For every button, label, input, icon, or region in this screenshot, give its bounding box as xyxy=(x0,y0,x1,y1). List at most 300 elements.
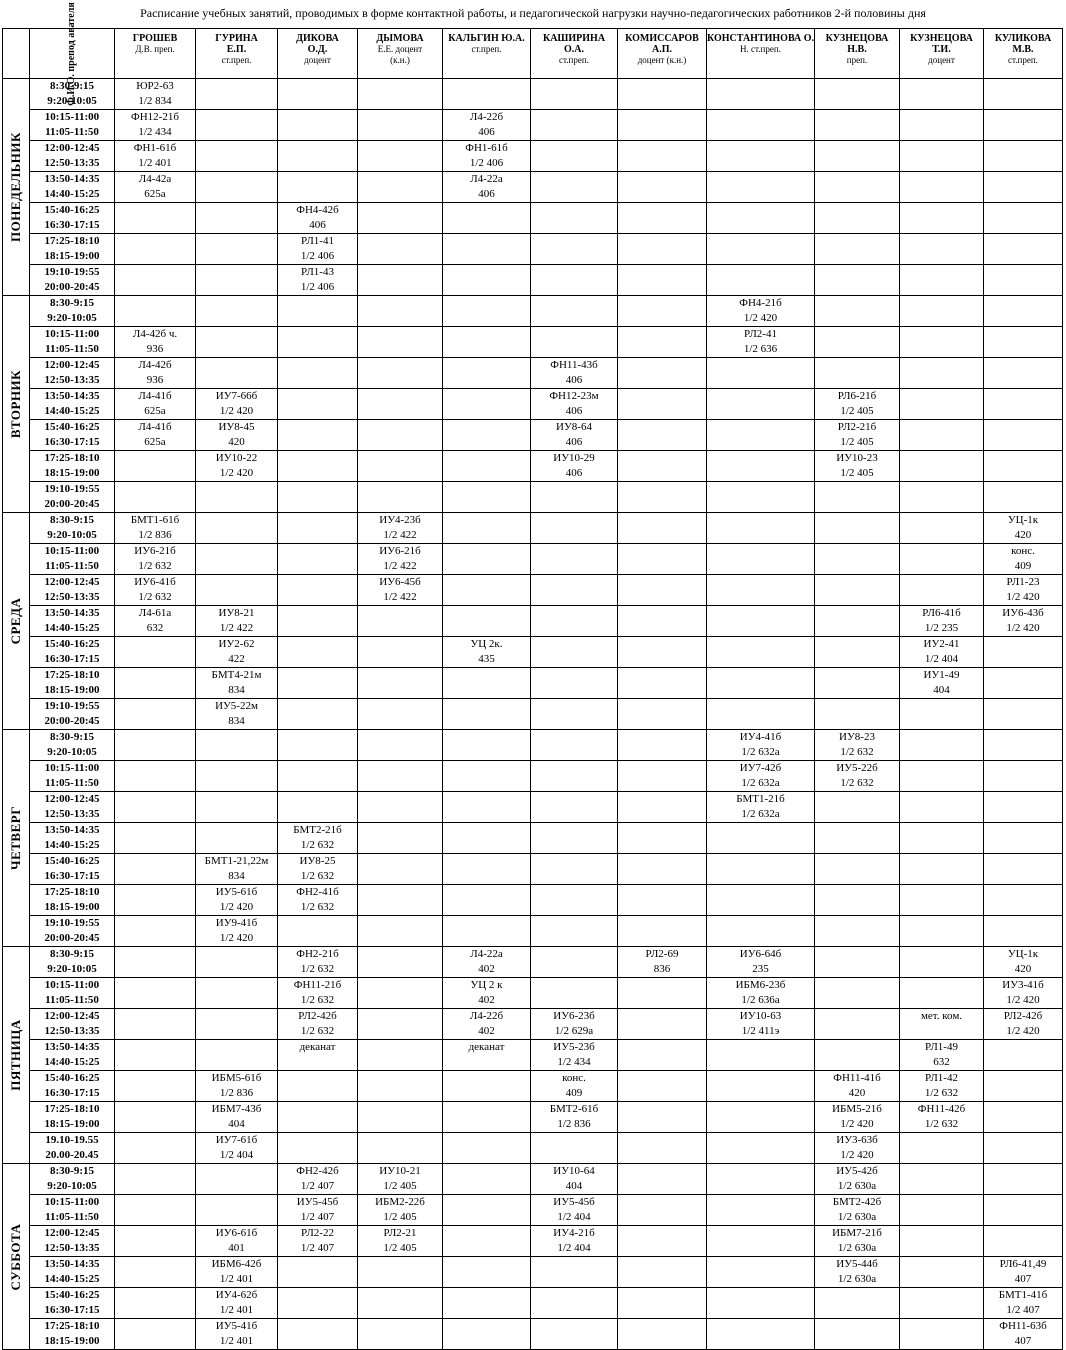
time-line: 17:25-18:10 xyxy=(44,1320,100,1332)
schedule-cell xyxy=(815,265,900,296)
schedule-cell xyxy=(815,668,900,699)
schedule-cell xyxy=(115,1009,196,1040)
schedule-cell xyxy=(196,978,278,1009)
schedule-cell xyxy=(358,1257,443,1288)
schedule-cell xyxy=(531,1226,618,1257)
table-row xyxy=(3,978,1063,1009)
cell-line: ИУ6-23б xyxy=(553,1010,595,1022)
schedule-cell xyxy=(618,327,707,358)
cell-line: 1/2 404 xyxy=(924,653,959,665)
schedule-cell xyxy=(196,451,278,482)
cell-line: ИУ8-25 xyxy=(299,855,336,867)
time-slot xyxy=(30,172,115,203)
cell-line: 1/2 632 xyxy=(138,591,172,603)
time-slot xyxy=(30,699,115,730)
schedule-cell xyxy=(815,1009,900,1040)
cell-line: 1/2 636 xyxy=(743,343,778,355)
schedule-cell xyxy=(815,1102,900,1133)
table-row xyxy=(3,1226,1063,1257)
schedule-cell xyxy=(443,203,531,234)
schedule-cell xyxy=(707,482,815,513)
schedule-cell xyxy=(984,1071,1063,1102)
schedule-cell xyxy=(115,1288,196,1319)
cell-line: ИУ5-41б xyxy=(215,1320,258,1332)
table-row xyxy=(3,544,1063,575)
day-label xyxy=(3,79,30,296)
cell-line: РЛ2-69 xyxy=(645,948,679,960)
schedule-cell xyxy=(278,1071,358,1102)
time-line: 11:05-11:50 xyxy=(45,1211,99,1223)
schedule-cell xyxy=(815,203,900,234)
cell-line: ИУ7-66б xyxy=(215,390,258,402)
schedule-cell xyxy=(443,885,531,916)
schedule-cell xyxy=(531,141,618,172)
time-line: 19:10-19:55 xyxy=(44,483,100,495)
schedule-cell xyxy=(618,668,707,699)
schedule-cell xyxy=(115,1257,196,1288)
schedule-cell xyxy=(815,637,900,668)
time-line: 19:10-19:55 xyxy=(44,266,100,278)
schedule-cell xyxy=(531,389,618,420)
schedule-cell xyxy=(115,482,196,513)
schedule-cell xyxy=(984,761,1063,792)
time-slot xyxy=(30,513,115,544)
cell-line: ИУ8-64 xyxy=(556,421,592,433)
schedule-cell xyxy=(984,1226,1063,1257)
time-line: 8:30-9:15 xyxy=(50,948,94,960)
time-line: 9:20-10:05 xyxy=(47,1180,97,1192)
table-row xyxy=(3,1040,1063,1071)
schedule-cell xyxy=(531,1319,618,1350)
schedule-cell xyxy=(707,792,815,823)
cell-line: 1/2 632 xyxy=(300,1025,335,1037)
schedule-cell xyxy=(278,327,358,358)
teacher-header-groshev: ГРОШЕВ Д.В. преп. xyxy=(115,29,196,79)
table-row xyxy=(3,854,1063,885)
schedule-cell xyxy=(196,947,278,978)
time-slot xyxy=(30,885,115,916)
schedule-cell xyxy=(707,699,815,730)
cell-line: Л4-61а xyxy=(138,607,172,619)
schedule-cell xyxy=(443,1257,531,1288)
schedule-cell xyxy=(707,575,815,606)
cell-line: ИУ4-23б xyxy=(379,514,421,526)
schedule-cell xyxy=(358,1319,443,1350)
schedule-cell xyxy=(815,761,900,792)
schedule-cell xyxy=(618,854,707,885)
schedule-cell xyxy=(900,916,984,947)
schedule-cell xyxy=(443,296,531,327)
schedule-cell xyxy=(618,203,707,234)
schedule-cell xyxy=(278,358,358,389)
schedule-cell xyxy=(984,172,1063,203)
schedule-cell xyxy=(531,1164,618,1195)
schedule-cell xyxy=(984,823,1063,854)
schedule-cell xyxy=(900,730,984,761)
schedule-cell xyxy=(707,141,815,172)
cell-line: 1/2 836 xyxy=(557,1118,591,1130)
schedule-cell xyxy=(618,1133,707,1164)
cell-line: ИУ5-23б xyxy=(553,1041,595,1053)
schedule-cell xyxy=(115,885,196,916)
cell-line: 409 xyxy=(1014,560,1032,572)
schedule-cell xyxy=(278,172,358,203)
cell-line: 1/2 407 xyxy=(300,1180,335,1192)
schedule-cell xyxy=(196,482,278,513)
schedule-cell xyxy=(443,389,531,420)
schedule-cell xyxy=(196,1257,278,1288)
schedule-cell xyxy=(707,606,815,637)
cell-line: 402 xyxy=(478,1025,495,1037)
schedule-cell xyxy=(278,234,358,265)
cell-line: 632 xyxy=(146,622,164,634)
schedule-cell xyxy=(358,761,443,792)
cell-line: 1/2 405 xyxy=(383,1180,417,1192)
schedule-cell xyxy=(815,1133,900,1164)
time-slot xyxy=(30,1040,115,1071)
teacher-header-komissarov: КОМИССАРОВ А.П. доцент (к.н.) xyxy=(618,29,707,79)
schedule-cell xyxy=(196,110,278,141)
cell-line: 1/2 406 xyxy=(300,250,335,262)
schedule-cell xyxy=(900,978,984,1009)
schedule-cell xyxy=(278,1009,358,1040)
cell-line: РЛ1-23 xyxy=(1006,576,1040,588)
time-line: 9:20-10:05 xyxy=(47,529,97,541)
time-slot xyxy=(30,1009,115,1040)
cell-line: ИУ6-41б xyxy=(134,576,176,588)
schedule-cell xyxy=(358,482,443,513)
schedule-cell xyxy=(358,1102,443,1133)
cell-line: 1/2 406 xyxy=(300,281,335,293)
schedule-cell xyxy=(443,327,531,358)
table-row xyxy=(3,358,1063,389)
schedule-cell xyxy=(196,1226,278,1257)
time-line: 11:05-11:50 xyxy=(45,560,99,572)
schedule-cell xyxy=(815,327,900,358)
schedule-cell xyxy=(900,482,984,513)
schedule-cell xyxy=(443,141,531,172)
schedule-body xyxy=(3,79,1063,1350)
schedule-cell xyxy=(278,947,358,978)
schedule-cell xyxy=(196,823,278,854)
time-slot xyxy=(30,1102,115,1133)
time-line: 12:50-13:35 xyxy=(44,1242,100,1254)
cell-line: 1/2 632 xyxy=(924,1087,959,1099)
schedule-cell xyxy=(707,1257,815,1288)
cell-line: 1/2 407 xyxy=(300,1211,335,1223)
schedule-cell xyxy=(115,1040,196,1071)
schedule-cell xyxy=(707,637,815,668)
time-line: 12:00-12:45 xyxy=(44,1010,100,1022)
time-line: 16:30-17:15 xyxy=(44,1304,100,1316)
cell-line: 1/2 632 xyxy=(924,1118,959,1130)
schedule-cell xyxy=(984,203,1063,234)
cell-line: 1/2 405 xyxy=(840,467,874,479)
schedule-cell xyxy=(707,854,815,885)
time-line: 14:40-15:25 xyxy=(44,405,100,417)
schedule-cell xyxy=(115,172,196,203)
schedule-cell xyxy=(618,110,707,141)
schedule-cell xyxy=(707,451,815,482)
cell-line: 1/2 422 xyxy=(383,591,417,603)
schedule-cell xyxy=(443,947,531,978)
cell-line: 1/2 405 xyxy=(840,405,874,417)
schedule-cell xyxy=(358,1226,443,1257)
schedule-cell xyxy=(531,792,618,823)
cell-line: ФН11-21б xyxy=(293,979,342,991)
cell-line: ИУ10-29 xyxy=(553,452,595,464)
schedule-cell xyxy=(196,1009,278,1040)
schedule-cell xyxy=(443,606,531,637)
table-row xyxy=(3,885,1063,916)
schedule-cell xyxy=(115,823,196,854)
schedule-cell xyxy=(358,792,443,823)
table-row xyxy=(3,730,1063,761)
schedule-cell xyxy=(984,110,1063,141)
table-row xyxy=(3,234,1063,265)
schedule-cell xyxy=(618,141,707,172)
cell-line: РЛ1-43 xyxy=(301,266,334,278)
schedule-cell xyxy=(984,575,1063,606)
schedule-cell xyxy=(531,730,618,761)
schedule-cell xyxy=(358,1040,443,1071)
cell-line: РЛ2-42б xyxy=(1003,1010,1043,1022)
table-row xyxy=(3,761,1063,792)
cell-line: Л4-42б xyxy=(138,359,172,371)
schedule-cell xyxy=(984,389,1063,420)
schedule-cell xyxy=(278,79,358,110)
schedule-cell xyxy=(278,265,358,296)
table-row xyxy=(3,1009,1063,1040)
schedule-cell xyxy=(618,978,707,1009)
schedule-cell xyxy=(984,451,1063,482)
schedule-cell xyxy=(278,389,358,420)
cell-line: 404 xyxy=(565,1180,583,1192)
time-line: 17:25-18:10 xyxy=(44,669,100,681)
schedule-cell xyxy=(278,823,358,854)
schedule-cell xyxy=(984,916,1063,947)
time-line: 8:30-9:15 xyxy=(50,731,94,743)
cell-line: ИБМ7-43б xyxy=(211,1103,262,1115)
schedule-cell xyxy=(443,513,531,544)
cell-line: 406 xyxy=(478,188,495,200)
schedule-cell xyxy=(115,79,196,110)
cell-line: 406 xyxy=(565,467,583,479)
time-line: 12:00-12:45 xyxy=(44,793,100,805)
cell-line: 406 xyxy=(565,405,583,417)
cell-line: ИУ6-61б xyxy=(215,1227,258,1239)
schedule-cell xyxy=(531,482,618,513)
schedule-cell xyxy=(196,1288,278,1319)
cell-line: 1/2 422 xyxy=(383,529,417,541)
cell-line: 1/2 422 xyxy=(383,560,417,572)
schedule-cell xyxy=(196,761,278,792)
schedule-cell xyxy=(815,296,900,327)
schedule-cell xyxy=(815,110,900,141)
schedule-cell xyxy=(531,978,618,1009)
cell-line xyxy=(900,1024,983,1039)
cell-line: ИУ5-45б xyxy=(296,1196,339,1208)
schedule-cell xyxy=(443,575,531,606)
cell-line: ИУ8-23 xyxy=(839,731,875,743)
schedule-cell xyxy=(278,699,358,730)
time-line: 19:10-19:55 xyxy=(44,917,100,929)
schedule-cell xyxy=(358,1288,443,1319)
schedule-cell xyxy=(443,730,531,761)
time-slot xyxy=(30,420,115,451)
time-line: 20:00-20:45 xyxy=(44,932,100,944)
schedule-cell xyxy=(900,1133,984,1164)
time-slot xyxy=(30,1133,115,1164)
cell-line: РЛ2-21 xyxy=(383,1227,417,1239)
cell-line: ФН11-63б xyxy=(999,1320,1047,1332)
schedule-cell xyxy=(358,358,443,389)
cell-line: ИУ7-61б xyxy=(215,1134,258,1146)
table-row xyxy=(3,482,1063,513)
cell-line: ИБМ6-42б xyxy=(211,1258,262,1270)
schedule-cell xyxy=(900,296,984,327)
table-row xyxy=(3,1195,1063,1226)
cell-line: 401 xyxy=(228,1242,245,1254)
table-row xyxy=(3,79,1063,110)
cell-line: ИУ2-41 xyxy=(923,638,960,650)
teacher-header-kalgin: КАЛЬГИН Ю.А. ст.преп. xyxy=(443,29,531,79)
cell-line: 1/2 401 xyxy=(219,1304,254,1316)
schedule-cell xyxy=(618,1009,707,1040)
schedule-cell xyxy=(900,761,984,792)
cell-line: БМТ2-42б xyxy=(832,1196,882,1208)
schedule-cell xyxy=(358,978,443,1009)
schedule-cell xyxy=(443,1319,531,1350)
schedule-cell xyxy=(115,854,196,885)
cell-line: ИУ2-62 xyxy=(218,638,255,650)
schedule-cell xyxy=(531,699,618,730)
schedule-cell xyxy=(900,451,984,482)
schedule-cell xyxy=(278,1102,358,1133)
time-line: 9:20-10:05 xyxy=(47,746,97,758)
cell-line: ЮР2-63 xyxy=(136,80,174,92)
schedule-cell xyxy=(358,389,443,420)
cell-line: ИУ10-22 xyxy=(215,452,258,464)
schedule-cell xyxy=(707,730,815,761)
schedule-cell xyxy=(618,792,707,823)
schedule-cell xyxy=(358,885,443,916)
schedule-cell xyxy=(707,978,815,1009)
schedule-cell xyxy=(115,389,196,420)
schedule-cell xyxy=(115,668,196,699)
schedule-cell xyxy=(900,823,984,854)
schedule-cell xyxy=(115,947,196,978)
time-slot xyxy=(30,1257,115,1288)
table-row xyxy=(3,1164,1063,1195)
schedule-cell xyxy=(618,358,707,389)
cell-line: 404 xyxy=(933,684,950,696)
cell-line: Л4-22а xyxy=(470,948,503,960)
schedule-cell xyxy=(984,978,1063,1009)
time-line: 18:15-19:00 xyxy=(44,1118,100,1130)
schedule-cell xyxy=(815,1226,900,1257)
table-row xyxy=(3,296,1063,327)
cell-line: 404 xyxy=(228,1118,245,1130)
schedule-cell xyxy=(900,110,984,141)
schedule-cell xyxy=(196,1164,278,1195)
schedule-cell xyxy=(531,823,618,854)
schedule-cell xyxy=(531,544,618,575)
schedule-cell xyxy=(531,885,618,916)
time-line: 13:50-14:35 xyxy=(44,173,100,185)
cell-line: 834 xyxy=(228,715,245,727)
schedule-cell xyxy=(358,420,443,451)
cell-line: 836 xyxy=(653,963,671,975)
cell-line: 1/2 632а xyxy=(741,777,780,789)
cell-line: 1/2 630а xyxy=(837,1242,877,1254)
time-line: 17:25-18:10 xyxy=(44,235,100,247)
schedule-cell xyxy=(984,1164,1063,1195)
cell-line: РЛ2-42б xyxy=(298,1010,337,1022)
cell-line: 1/2 405 xyxy=(383,1211,417,1223)
schedule-cell xyxy=(618,1164,707,1195)
schedule-cell xyxy=(900,234,984,265)
cell-line: 406 xyxy=(478,126,495,138)
schedule-cell xyxy=(707,823,815,854)
cell-line: РЛ1-49 xyxy=(925,1041,958,1053)
time-line: 11:05-11:50 xyxy=(45,777,99,789)
schedule-cell xyxy=(900,699,984,730)
schedule-cell xyxy=(984,606,1063,637)
fio-header: Ф.И.О. препод авателя xyxy=(30,29,115,79)
schedule-cell xyxy=(618,606,707,637)
cell-line: Л4-42а xyxy=(138,173,172,185)
schedule-cell xyxy=(443,420,531,451)
cell-line: 1/2 420 xyxy=(1006,591,1040,603)
schedule-cell xyxy=(618,1319,707,1350)
schedule-cell xyxy=(900,389,984,420)
schedule-cell xyxy=(531,513,618,544)
table-row xyxy=(3,916,1063,947)
table-row xyxy=(3,141,1063,172)
table-row xyxy=(3,823,1063,854)
time-line: 16:30-17:15 xyxy=(44,436,100,448)
cell-line: 1/2 401 xyxy=(138,157,172,169)
schedule-cell xyxy=(984,885,1063,916)
schedule-cell xyxy=(443,792,531,823)
schedule-cell xyxy=(984,234,1063,265)
schedule-cell xyxy=(618,79,707,110)
time-line: 9:20-10:05 xyxy=(47,95,97,107)
schedule-cell xyxy=(278,1040,358,1071)
cell-line: 406 xyxy=(565,436,583,448)
schedule-cell xyxy=(531,637,618,668)
schedule-cell xyxy=(984,1040,1063,1071)
cell-line: ИУ4-62б xyxy=(215,1289,258,1301)
schedule-cell xyxy=(618,1195,707,1226)
cell-line: ФН2-42б xyxy=(296,1165,339,1177)
cell-line: ИУ4-41б xyxy=(739,731,782,743)
schedule-cell xyxy=(115,1133,196,1164)
schedule-cell xyxy=(815,730,900,761)
cell-line: ФН11-41б xyxy=(833,1072,881,1084)
time-line: 18:15-19:00 xyxy=(44,250,100,262)
schedule-cell xyxy=(358,544,443,575)
schedule-cell xyxy=(278,544,358,575)
schedule-cell xyxy=(278,792,358,823)
time-slot xyxy=(30,637,115,668)
cell-line: мет. ком. xyxy=(920,1010,963,1022)
cell-line: ИБМ5-61б xyxy=(211,1072,262,1084)
cell-line: 1/2 632 xyxy=(300,963,335,975)
cell-line xyxy=(278,1055,357,1070)
cell-line: 1/2 235 xyxy=(924,622,959,634)
